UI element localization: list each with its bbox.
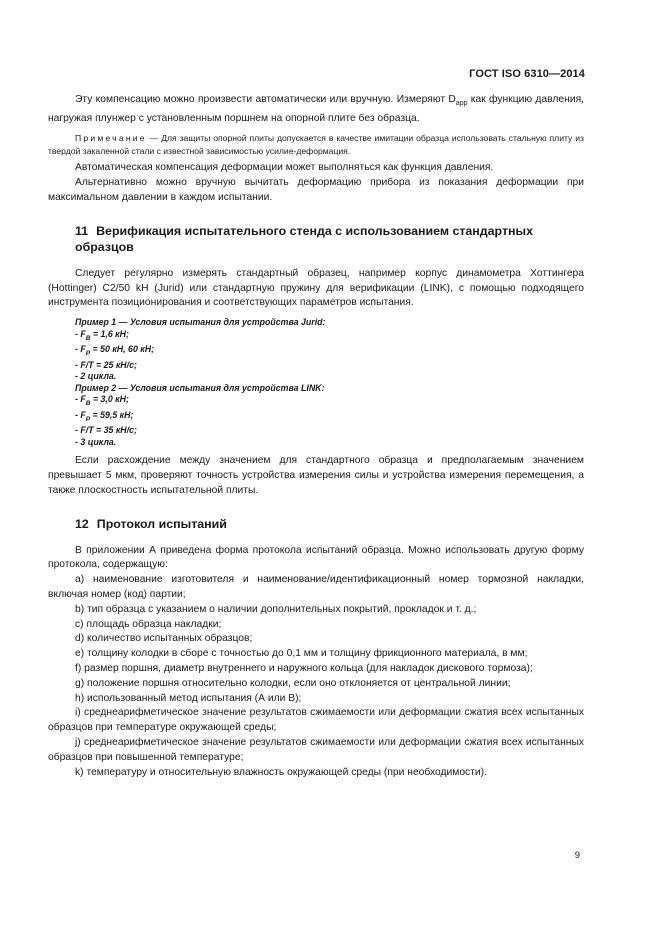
example-2-cycles: - 3 цикла. bbox=[75, 436, 117, 447]
section-12-heading bbox=[48, 516, 584, 532]
list-item: a) наименование изготовителя и наименование/идентификационный номер тормозной накладки, включая номер (код) партии; bbox=[48, 574, 584, 600]
example-2-fp-value: = 59,5 кН; bbox=[90, 409, 134, 420]
example-1-fp bbox=[75, 344, 584, 359]
note bbox=[48, 132, 584, 159]
list-item: i) среднеарифметическое значение результатов сжимаемости или деформации сжатия всех испытанных образцов при температуре окружающей среды; bbox=[48, 707, 584, 734]
list-item: h) использованный метод испытания (А или В); bbox=[75, 692, 302, 704]
section-11-heading bbox=[48, 223, 584, 255]
section-11-paragraph-2: Если расхождение между значением для стандартного образца и предполагаемым значением превышает 5 мкм, проверяют точность устройства измерения силы и устройства измерения перемещения, а также плоскостность испытательной плиты. bbox=[48, 455, 584, 496]
example-1-fp-subscript: P bbox=[85, 349, 91, 357]
paragraph-manual-subtraction: Альтернативно можно вручную вычитать деформацию прибора из показания деформации при максимальном давлении в каждом испытании. bbox=[48, 177, 584, 204]
example-2-ft: - F/T = 35 кН/с; bbox=[75, 424, 137, 435]
section-12-title: Протокол испытаний bbox=[96, 516, 227, 531]
note-text: — Для защиты опорной плиты допускается в качестве имитации образца использовать стальную плиту из твердой закаленной стали с известной зависимостью усилие-деформация. bbox=[48, 132, 584, 157]
page-content bbox=[48, 93, 584, 780]
example-1-cycles: - 2 цикла. bbox=[75, 371, 117, 382]
list-item: c) площадь образца накладки; bbox=[75, 618, 222, 630]
section-12-number: 12 bbox=[75, 516, 89, 531]
example-2-fb-value: = 3,0 кН; bbox=[90, 394, 129, 405]
section-11-number: 11 bbox=[75, 223, 89, 238]
example-1-ft: - F/T = 25 кН/с; bbox=[75, 359, 137, 370]
list-item: e) толщину колодки в сборе с точностью до 0,1 мм и толщину фрикционного материала, в мм; bbox=[75, 648, 528, 660]
page-number: 9 bbox=[574, 850, 580, 861]
example-1-fb-symbol: - F bbox=[75, 328, 86, 339]
protocol-items-list bbox=[48, 573, 584, 780]
note-label: Примечание bbox=[75, 132, 147, 143]
document-header: ГОСТ ISO 6310—2014 bbox=[469, 68, 585, 80]
paragraph-compensation-text: Эту компенсацию можно произвести автоматически или вручную. Измеряют D bbox=[75, 94, 456, 105]
paragraph-compensation bbox=[48, 93, 584, 127]
list-item: k) температуру и относительную влажность окружающей среды (при необходимости). bbox=[75, 766, 487, 778]
section-12-intro: В приложении А приведена форма протокола испытаний образца. Можно использовать другую форму протокола, содержащую: bbox=[48, 544, 584, 571]
list-item: d) количество испытанных образцов; bbox=[75, 633, 253, 645]
example-1-fb-value: = 1,6 кН; bbox=[90, 328, 129, 339]
example-1-fp-symbol: - F bbox=[75, 344, 86, 355]
example-1-title: Пример 1 — Условия испытания для устройства Jurid: bbox=[75, 317, 326, 328]
section-11-paragraph-1: Следует регулярно измерять стандартный образец, например корпус динамометра Хоттингера (Hottinger) C2/50 kH (Jurid) или стандартную пружину для верификации (LINK), с помощью подходящего инструмента позиционирования и соответствующих параметров испытания. bbox=[48, 267, 584, 309]
paragraph-compensation-tail: как функцию давления, нагружая плунжер с установленным поршнем на опорной плите без образца. bbox=[48, 94, 585, 124]
example-2-title: Пример 2 — Условия испытания для устройства LINK: bbox=[75, 382, 325, 393]
section-11-title: Верификация испытательного стенда с использованием стандартных образцов bbox=[75, 223, 533, 254]
example-1-fb-subscript: B bbox=[85, 334, 91, 342]
list-item: j) среднеарифметическое значение результатов сжимаемости или деформации сжатия всех испытанных образцов при повышенной температуре; bbox=[48, 736, 584, 763]
example-2-fb-subscript: B bbox=[85, 400, 91, 408]
example-2-fp-subscript: P bbox=[85, 415, 91, 423]
example-1-fb bbox=[75, 329, 584, 344]
dapp-subscript: app bbox=[455, 100, 468, 108]
paragraph-auto-compensation: Автоматическая компенсация деформации может выполняться как функция давления. bbox=[75, 162, 494, 174]
list-item: f) размер поршня, диаметр внутреннего и наружного кольца (для накладок дискового тормоза); bbox=[75, 662, 533, 674]
example-1-fp-value: = 50 кН, 60 кН; bbox=[90, 344, 155, 355]
example-2-fp bbox=[75, 410, 584, 425]
example-2-fp-symbol: - F bbox=[75, 409, 86, 420]
example-2-fb-symbol: - F bbox=[75, 394, 86, 405]
list-item: g) положение поршня относительно колодки, если оно отклоняется от центральной линии; bbox=[75, 677, 511, 689]
list-item: b) тип образца с указанием о наличии дополнительных покрытий, прокладок и т. д.; bbox=[75, 603, 477, 615]
example-2-fb bbox=[75, 394, 584, 409]
examples-block bbox=[48, 317, 584, 448]
